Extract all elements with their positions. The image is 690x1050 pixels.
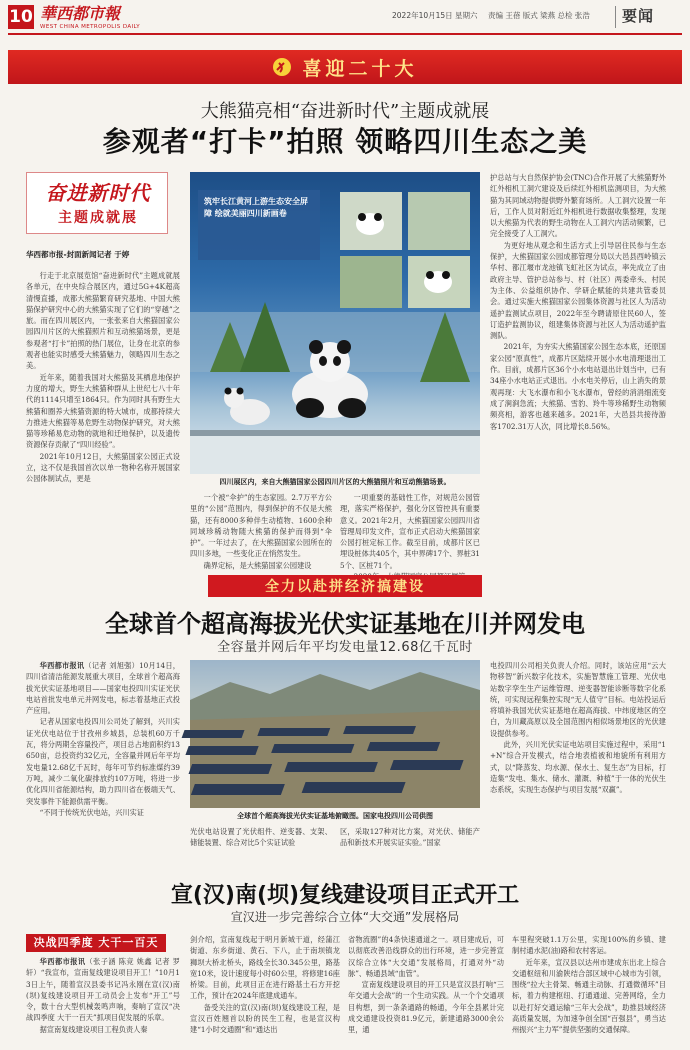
panda-photo-caption: 四川展区内，来自大熊猫国家公园四川片区的大熊猫照片和互动熊猫场景。 [219,478,451,486]
article2-headline: 全球首个超高海拔光伏实证基地在川并网发电 [105,610,585,638]
mid-banner [208,575,482,597]
article1-column-4 [490,172,666,556]
paragraph: 确界定标，是大熊猫国家公园建设 [203,560,312,570]
article1-byline: 华西都市报-封面新闻记者 于婷 [26,250,130,259]
article2-subhead: 全容量并网后年平均发电量12.68亿千瓦时 [217,640,473,655]
paragraph: 宣南复线建设项目的开工只是宣汉县打响“三年交通大会战”的一个生动实践。从一个个交通项目构想，到一条条通路的畅通，今年全县累计完成交通建设投资81.9亿元，新建通路3000余公里，通 [348,980,504,1035]
paragraph: 记者从国家电投四川公司处了解到，兴川实证光伏电站位于甘孜州乡城县，总装机60万千瓦，将分两期全容量投产，项目总占地面积约13650亩，总投资约32亿元，全容量并网后年平均发电量12.68亿千瓦时，每年可节约标准煤约39万吨，减少二氧化碳排放约107万吨，将进一步优化四川省能源结构，助力四川省在极端天气、突发事件下能源供需平衡。 [26,717,180,806]
campaign-tag: 决战四季度 大干一百天 [26,934,166,952]
section-divider [615,6,616,28]
paragraph: 行走于北京展览馆“奋进新时代”主题成就展各单元，在中央综合展区内，通过5G+4K超高清慢直播，成都大熊猫繁育研究基地、中国大熊猫保护研究中心的大熊猫实现了它们的“穿越”之旅。而在四川展区内，一张张来自大熊猫国家公园四川片区的大熊猫照片和互动熊猫场景，更是参观者“打卡”拍照的热门展位，让身在北京的参观者也能实时感受大熊猫魅力，领略四川生态之美。 [26,271,180,371]
article3-column-1 [26,956,180,1046]
paragraph: 车里程突破1.1万公里，实现100%的乡镇、建制村通水泥(油)路和农村客运。 [512,935,666,956]
paragraph: 一个被“伞护”的生态家园。2.7万平方公里的“公园”范围内，得到保护的不仅是大熊猫，还有8000多种伴生动植物、1600余种同域珍稀动物随大熊猫的保护而得到“伞护”。一年过去了，在大熊猫国家公园所在的四川多地，一些变化正在悄然发生。 [190,493,332,559]
article2-column-1 [26,660,180,868]
paragraph: 光伏电站设置了光伏组件、逆变器、支架、储能装置、综合对比5个实证试验 [190,827,332,848]
exhibition-logo [26,172,168,234]
party-emblem-icon [272,57,292,77]
article1-headline: 参观者“打卡”拍照 领略四川生态之美 [102,125,588,158]
paragraph: 2021年10月12日，大熊猫国家公园正式设立，这不仅是我国首次以单一物种名称开展国家公园体制试点，更是 [26,451,180,484]
article2-column-4 [490,660,666,868]
exhibit-board-text: 筑牢长江黄河上游生态安全屏障 绘就美丽四川新画卷 [204,197,308,218]
article3-byline-note: （张子涵 陈竞 姚鑫 记者 罗轩） [26,957,180,978]
article3-column-3 [348,934,504,1046]
article2-byline: 华西都市报讯 [39,661,85,670]
exhibition-logo-subtitle: 主题成就展 [58,210,138,226]
article1-column-3 [340,492,480,570]
article1-column-1 [26,270,180,555]
paragraph: 为更好地从观念和生活方式上引导居住民参与生态保护，大熊猫国家公园成都管理分局以大邑县西岭镇云华村、都江堰市龙池镇飞虹社区为试点，率先成立了由政府主导、管护总站参与、村（社区）两委牵头、村民为主体、公益组织协作、学研企赋能的共建共管委员会。通过实施大熊猫国家公园集体资源与社区人为活动遥护监测试点项目，2022年至今聘请原住民60人，签订造护监测协议，组建集体资源与社区人为活动遥护监测队。 [490,240,666,341]
paragraph: 近年来，宣汉县以达州市建成东出北上综合交通枢纽和川渝陕结合部区域中心城市为引领，围绕“拉大主骨架、畅通主动脉、打通微循环”目标，着力构建枢纽、打通通道、完善网络，全力以赴打好交通运输“三年大会战”，助推县域经济高质量发展，为加速争创全国“百强县”，勇当达州振兴“主力军”提供坚强的交通保障。 [512,957,666,1035]
masthead [0,0,690,46]
paper-name: 華西都市報 [40,4,121,23]
top-banner-title: 喜迎二十大 [302,57,418,80]
article2-column-2 [190,826,332,868]
paragraph: 据宣南复线建设项目工程负责人秦 [39,1024,148,1034]
paragraph: 此外，兴川光伏实证电站项目实施过程中，采用“1+N”综合开发模式，结合地表植被和地貌所有利用方式，以“降蒸发、均水源、保水土、复生态”为目标，打造集“发电、集水、储水、灌溉、种植”于一体的光伏生态系统，实现生态保护与项目发展“双赢”。 [490,740,666,795]
article2-byline-note: （记者 刘旭强） [84,661,140,670]
editors-line: 责编 王蓓 版式 梁燕 总检 张浩 [488,11,590,20]
paragraph [26,660,180,716]
paragraph: 近年来，随着我国对大熊猫及其栖息地保护力度的增大，野生大熊猫种群从上世纪七八十年代的1114只增至1864只。作为同时具有野生大熊猫和圈养大熊猫资源的特大城市，成都持续大力推进大熊猫等易危野生动物保护研究，对大熊猫等珍稀易危动物的就地和迁地保护，以及遗传资源保存贡献了“四川经验”。 [26,372,180,450]
paragraph: 2021年，为夯实大熊猫国家公园生态本底，还原国家公园“原真性”，成都片区陆续开展小水电清理退出工作。目前，成都片区36个小水电站退出计划当中，已有34座小水电站正式退出。小水电关停后，山上消失的景观再现：大飞水瀑布和小飞水瀑布，曾经的消涓细流变成了涧涧急流；大熊猫、雪豹、羚牛等珍稀野生动物频频亮相，游客也越来越多。2021年，大邑县共接待游客1702.31万人次，同比增长8.56%。 [490,342,666,431]
article3-column-2 [190,934,340,1046]
article3-column-4 [512,934,666,1046]
page-number: 10 [9,7,33,27]
article1-kicker: 大熊猫亮相“奋进新时代”主题成就展 [200,101,490,122]
top-banner [8,50,682,84]
paragraph: 护总站与大自然保护协会(TNC)合作开展了大熊猫野外红外相机工洞穴建设及后续红外相机监测项目，为大熊猫为其同域动物提供野外繁育场所。人工洞穴设置一年后，工作人员对附近红外相机进行数据收集整理，发现以大熊猫为代表的野生动物在人工洞穴内活动频繁，已完全接受了人工洞穴。 [490,173,666,239]
paper-english-name: WEST CHINA METROPOLIS DAILY [40,24,141,30]
article3-headline: 宣(汉)南(坝)复线建设项目正式开工 [170,883,520,908]
paragraph: 省物流圈”的4条快速通道之一。项目建成后，可以彻底改善沿线群众的出行环境，进一步完善宣汉综合立体“大交通”发展格局，打通对外“动脉”、畅通县域“血管”。 [348,935,504,978]
article2-column-3 [340,826,480,868]
solar-photo-caption: 全球首个超高海拔光伏实证基地俯瞰图。国家电投四川公司供图 [237,812,433,820]
panda-exhibit-photo [190,172,480,474]
solar-base-photo [190,660,480,808]
paragraph [26,956,180,1024]
exhibition-logo-title: 奋进新时代 [45,181,151,205]
section-name: 要闻 [622,7,655,25]
paragraph: “不同于传统光伏电站，兴川实证 [39,807,144,817]
mid-banner-title: 全力以赴拼经济搞建设 [265,579,425,595]
paragraph: 一项重要的基础性工作，对规范公园管理，落实严格保护，强化分区管控具有重要意义。2021年2月，大熊猫国家公园四川省管理局印发文件，宣布正式启动大熊猫国家公园打桩定标工作。截至目前，成都片区已埋设桩体共405个，其中界碑17个、界桩315个、区桩71个。 [340,493,480,570]
masthead-rule [8,33,682,35]
article1-column-2 [190,492,332,570]
solar-field-graphic [190,660,480,808]
paragraph-text: “我宣布，宣南复线建设项目开工！”10月13日上午，随着宣汉县委书记冯永刚在宣(汉)南(坝)复线建设项目开工动员会上发布“开工”号令，数十台大型机械轰鸣声响，奏响了宣汉“决战四季度 大干一百天”抓项目促发展的乐章。 [26,968,180,1023]
paragraph: 电投四川公司相关负责人介绍。同时，该站应用“云大物移智”新兴数字化技术，实施智慧施工管理、光伏电站数字孪生生产运维管理、逆变器智能诊断等数字化系统，可实现远程集控实现“无人值守”目标。电站投运后将填补我国光伏实证基地在超高海拔、中纬度地区的空白，为川藏高原以及全国范围内相似场景地区的光伏建设提供参考。 [490,661,666,738]
paragraph-text: 10月14日，四川省清洁能源发展重大项目，全球首个超高海拔光伏实证基地项目——国家电投四川实证光伏电站首批发电单元并网发电，标志着基地正式投产应用。 [26,661,180,716]
article3-byline: 华西都市报讯 [39,957,86,966]
issue-date: 2022年10月15日 星期六 [392,11,478,20]
paragraph: 区，采取127种对比方案，对光伏、储能产品和新技术开展实证实验。”国家 [340,827,480,848]
paragraph: 备受关注的宣(汉)南(坝)复线建设工程，是宣汉百姓翘首以盼的民生工程，也是宣汉构建“1小时交通圈”和“通达出 [190,1002,340,1035]
paragraph: 剑介绍，宣南复线起于明月新城干道，经蒲江街道、东乡街道、黄石、下八，止于南坝镇龙狮坝大桥北桥头，路线全长30.345公里，路基宽10米，设计速度每小时60公里，将修建16座桥梁。目前，此项目正在进行路基土石方开挖工作，预计在2024年底建成通车。 [190,935,340,1001]
article3-subhead: 宣汉进一步完善综合立体“大交通”发展格局 [230,910,460,924]
